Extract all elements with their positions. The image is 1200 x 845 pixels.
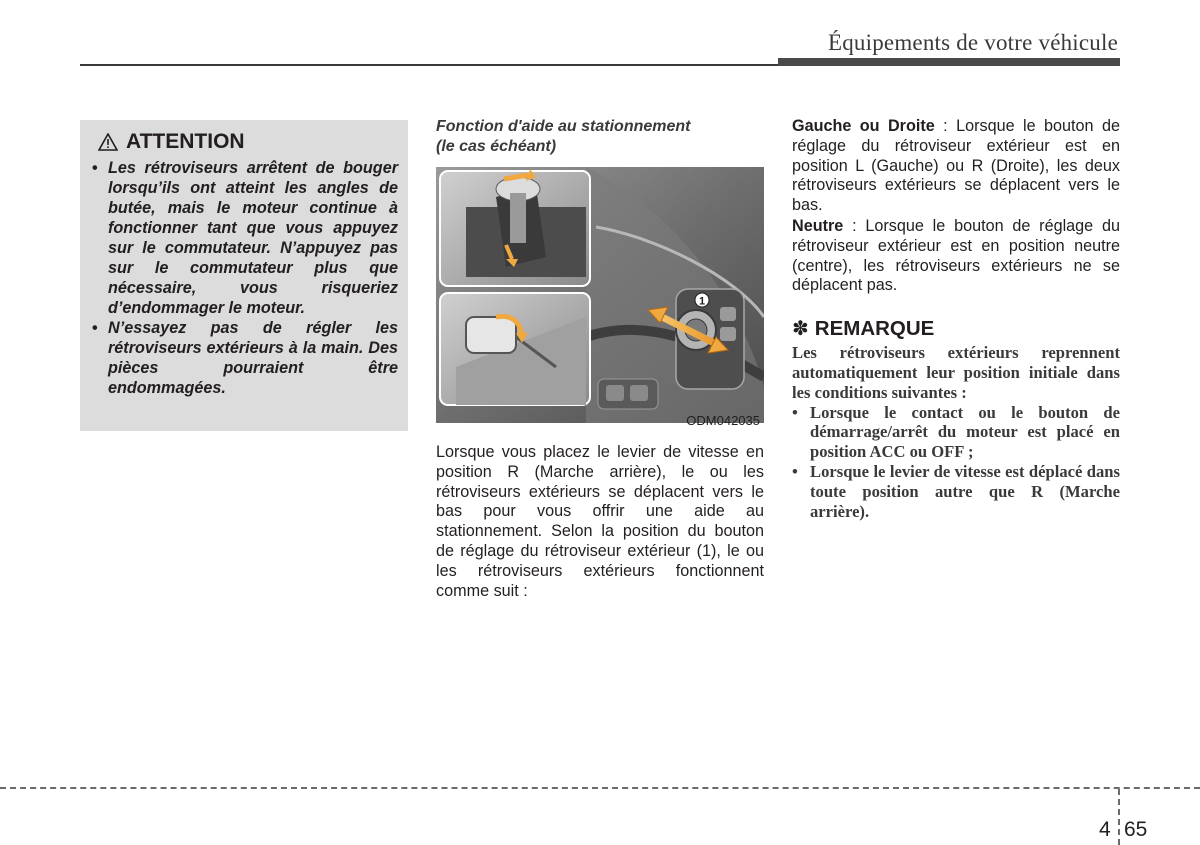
neutral-term: Neutre (792, 216, 844, 235)
chapter-number: 4 (1099, 818, 1111, 841)
center-column (436, 117, 764, 601)
figure-code: ODM042035 (686, 413, 760, 428)
attention-box (80, 120, 408, 431)
left-right-paragraph (792, 117, 1120, 216)
neutral-text: : Lorsque le bouton de réglage du rétroviseur extérieur est en position neutre (centre), les rétroviseurs extérieurs ne se déplacent pas. (792, 216, 1120, 295)
attention-title: ATTENTION (126, 130, 245, 153)
parking-aid-description: Lorsque vous placez le levier de vitesse en position R (Marche arrière), le ou les rétroviseurs extérieurs se déplacent vers le bas pour vous offrir une aide au stationnement. Selon la position du bouton de réglage du rétroviseur extérieur (1), le ou les rétroviseurs extérieurs fonctionnent comme suit : (436, 443, 764, 600)
attention-heading (98, 130, 398, 154)
warning-triangle-icon (98, 133, 118, 151)
door-panel-illustration (436, 167, 764, 429)
footer-divider (1118, 789, 1120, 845)
note-star-icon: ✽ (792, 318, 809, 341)
header-rule (80, 64, 780, 66)
attention-list (90, 158, 398, 398)
neutral-paragraph (792, 217, 1120, 296)
right-column (792, 117, 1120, 521)
note-title: REMARQUE (814, 316, 935, 340)
section-title: Équipements de votre véhicule (827, 30, 1118, 55)
callout-1: 1 (698, 295, 706, 308)
attention-item: • Les rétroviseurs arrêtent de bouger lorsqu’ils ont atteint les angles de butée, mais le moteur continue à fonctionner tant que vous appuyez sur le commutateur. N’appuyez pas sur le commutateur plus que nécessaire, vous risqueriez d’endommager le moteur. (90, 158, 398, 318)
parking-aid-figure (436, 167, 764, 429)
note-intro: Les rétroviseurs extérieurs reprennent automatiquement leur position initiale dans les conditions suivantes : (792, 343, 1120, 402)
note-heading (792, 316, 1120, 341)
figure-caption (436, 117, 764, 157)
note-list (792, 403, 1120, 522)
header-rule-accent (778, 58, 1120, 66)
page-number: 65 (1124, 818, 1148, 841)
attention-item: • N’essayez pas de régler les rétroviseurs extérieurs à la main. Des pièces pourraient être endommagées. (90, 318, 398, 398)
figure-caption-line: Fonction d'aide au stationnement (436, 118, 691, 135)
note-item: • Lorsque le levier de vitesse est déplacé dans toute position autre que R (Marche arrière). (792, 462, 1120, 521)
note-item: • Lorsque le contact ou le bouton de démarrage/arrêt du moteur est placé en position ACC ou OFF ; (792, 403, 1120, 462)
left-right-text: : Lorsque le bouton de réglage du rétroviseur extérieur est en position L (Gauche) ou R (Droite), les deux rétroviseurs extérieurs se déplacent vers le bas. (792, 117, 1120, 215)
left-right-term: Gauche ou Droite (792, 117, 935, 135)
figure-caption-line: (le cas échéant) (436, 138, 557, 155)
footer-rule (0, 787, 1200, 789)
